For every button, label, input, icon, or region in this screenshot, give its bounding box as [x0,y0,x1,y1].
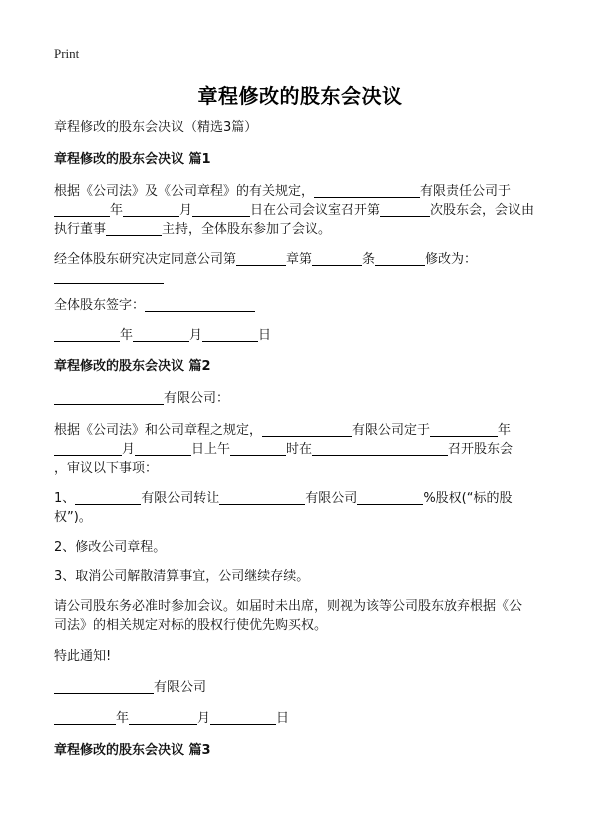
s2-company2-blank[interactable] [262,422,352,437]
month-label: 月 [179,203,193,218]
s2-sign-year-blank[interactable] [54,710,116,725]
s2-sign-month-label: 月 [197,711,211,726]
section2-para1-line3 [54,459,554,479]
item1-percent-blank[interactable] [357,490,423,505]
s2-p1-b: 有限公司定于 [352,423,431,438]
print-link[interactable]: Print [54,46,80,61]
section2-date [54,709,554,729]
year-blank[interactable] [54,202,110,217]
amend-blank[interactable] [54,283,164,284]
chapter-label: 章第 [286,252,313,267]
item1-transferee-blank[interactable] [219,490,305,505]
section1-date [54,326,554,346]
s2-company-blank[interactable] [54,390,164,405]
chapter-blank[interactable] [236,251,286,266]
section1-para1-line2 [54,201,554,221]
s2-sign-month-blank[interactable] [129,710,197,725]
director-blank[interactable] [106,221,162,236]
section1-para2 [54,250,554,270]
section2-company [54,389,554,409]
sign-day-label: 日 [258,328,272,343]
article-label: 条 [362,252,376,267]
item1-c: 有限公司 [305,491,358,506]
section2-heading: 章程修改的股东会决议 篇2 [54,359,211,374]
sign-year-blank[interactable] [54,327,120,342]
section2-item2: 2、修改公司章程。 [54,540,167,555]
item1-b: 有限公司转让 [141,491,220,506]
document-subtitle: 章程修改的股东会决议（精选3篇） [54,120,258,135]
s2-place-blank[interactable] [312,441,448,456]
item1-number: 1、 [54,491,76,506]
s2-sign-day-label: 日 [276,711,290,726]
s2-day-blank[interactable] [135,441,191,456]
change-label: 修改为： [425,252,478,267]
section1-p1-b: 有限责任公司于 [420,184,512,199]
section2-notice-line1: 请公司股东务必准时参加会议。如届时未出席，则视为该等公司股东放弃根据《公 [54,599,523,614]
document-title: 章程修改的股东会决议 [197,84,403,108]
signature-blank[interactable] [145,297,255,312]
section2-sign-company [54,678,554,698]
s2-sign-year-label: 年 [116,711,130,726]
section1-para1-line1 [54,182,554,202]
section2-para1-line2 [54,440,554,460]
sign-day-blank[interactable] [202,327,258,342]
item1-transferor-blank[interactable] [75,490,141,505]
sign-month-label: 月 [189,328,203,343]
section1-para1-line3 [54,220,554,240]
s2-p1-c: ，审议以下事项： [54,461,159,476]
month-blank[interactable] [123,202,179,217]
sign-label: 全体股东签字： [54,298,146,313]
section2-item1-line1 [54,489,554,509]
section2-para1-line1 [54,421,554,441]
s2-day-label: 日上午 [191,442,231,457]
director-label: 执行董事 [54,222,107,237]
section1-p2-a: 经全体股东研究决定同意公司第 [54,252,237,267]
article-blank[interactable] [312,251,362,266]
sign-month-blank[interactable] [133,327,189,342]
item1-d: %股权(“标的股 [423,491,513,506]
s2-year-label: 年 [498,423,512,438]
day-text: 日在公司会议室召开第 [250,203,381,218]
section2-notice-end: 特此通知! [54,649,112,664]
section2-notice-line2: 司法》的相关规定对标的股权行使优先购买权。 [54,618,328,633]
s2-month-blank[interactable] [54,441,122,456]
clause-blank[interactable] [375,251,425,266]
s2-sign-company-blank[interactable] [54,679,154,694]
session-text: 次股东会，会议由 [430,203,535,218]
section1-heading: 章程修改的股东会决议 篇1 [54,152,211,167]
s2-p1-a: 根据《公司法》和公司章程之规定， [54,423,263,438]
section1-p1-d: 主持，全体股东参加了会议。 [162,222,332,237]
year-label: 年 [110,203,124,218]
section3-heading: 章程修改的股东会决议 篇3 [54,743,211,758]
s2-sign-company-label: 有限公司 [154,680,207,695]
section1-p1-a: 根据《公司法》及《公司章程》的有关规定， [54,184,315,199]
section2-item3: 3、取消公司解散清算事宜，公司继续存续。 [54,569,310,584]
section2-item1-line2: 权”)。 [54,510,92,525]
s2-company-suffix: 有限公司： [164,391,230,406]
day-blank[interactable] [192,202,250,217]
s2-year-blank[interactable] [430,422,498,437]
session-blank[interactable] [380,202,430,217]
section1-signature [54,296,554,316]
s2-sign-day-blank[interactable] [210,710,276,725]
sign-year-label: 年 [120,328,134,343]
s2-meeting-label: 召开股东会 [448,442,514,457]
s2-time-label: 时在 [286,442,313,457]
s2-time-blank[interactable] [230,441,286,456]
s2-month-label: 月 [122,442,136,457]
company-name-blank[interactable] [314,183,420,198]
